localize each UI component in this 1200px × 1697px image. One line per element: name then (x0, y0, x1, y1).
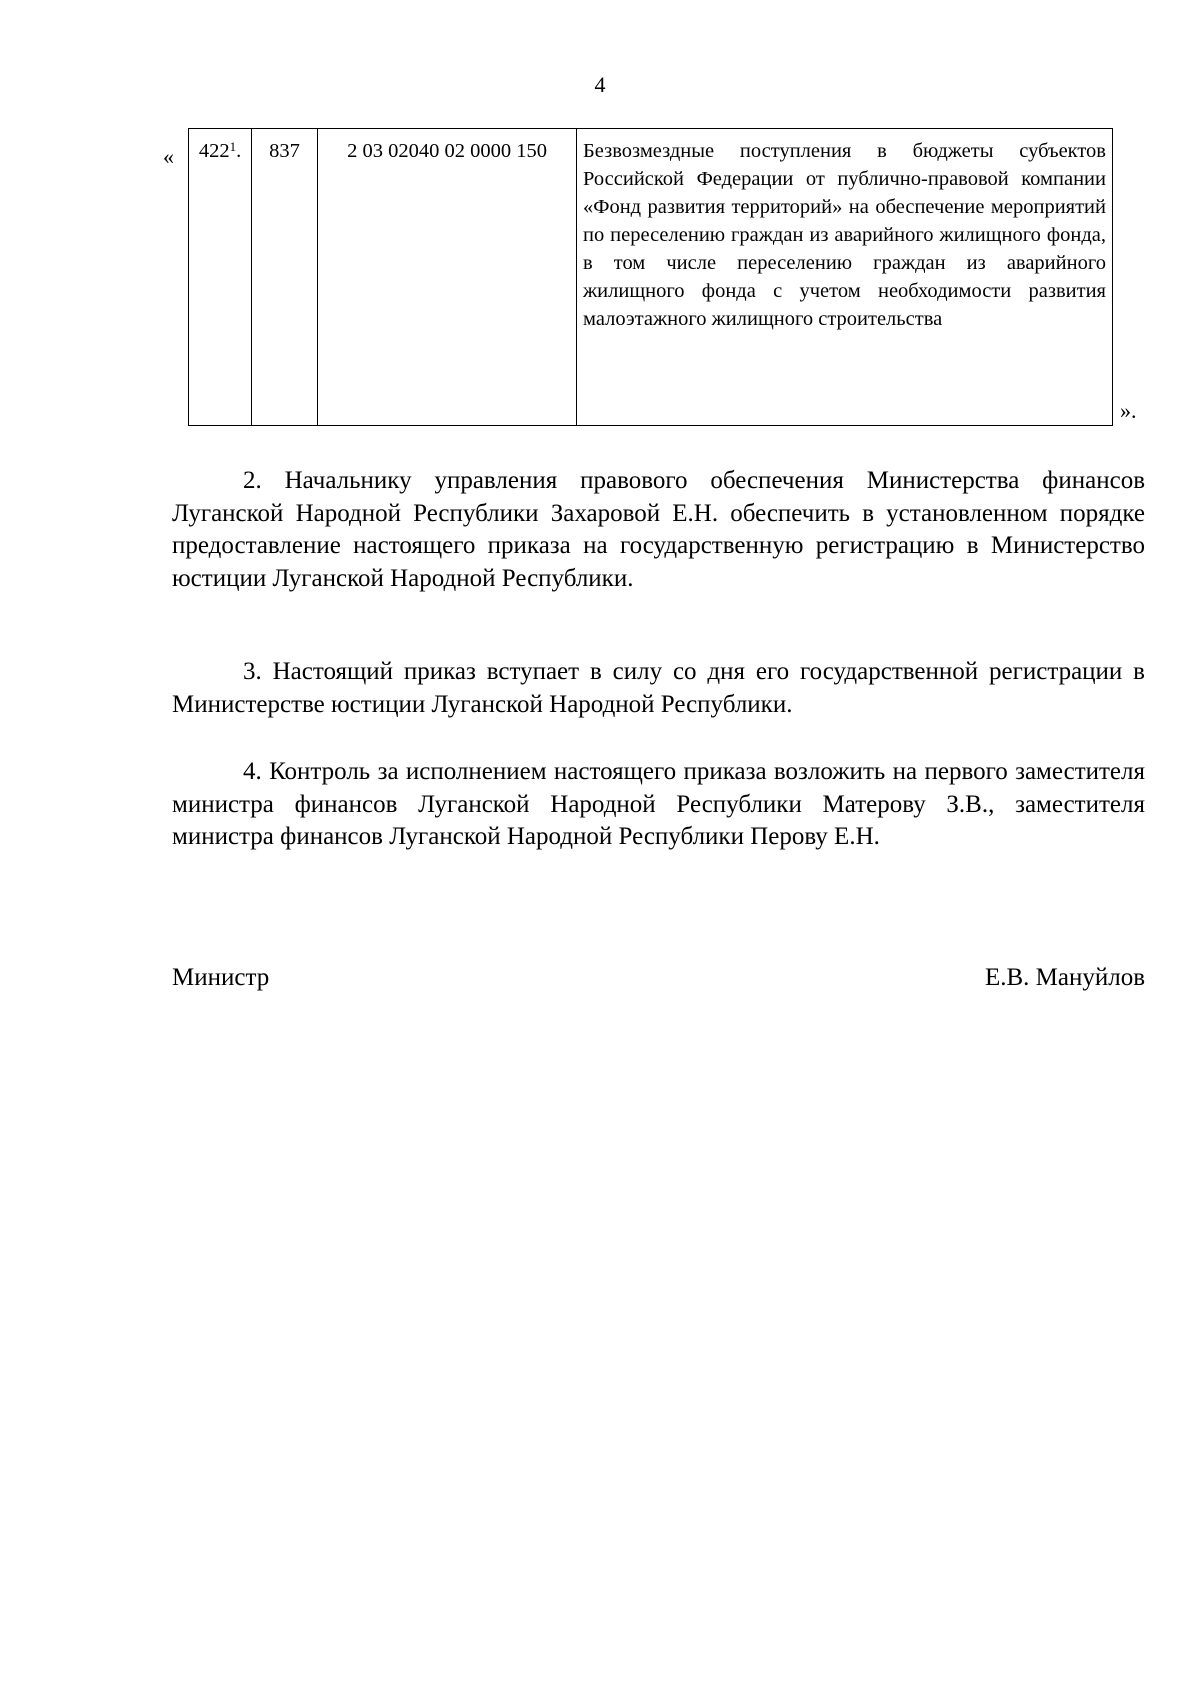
table-close-quote: ». (1120, 398, 1137, 423)
paragraph-2: 2. Начальнику управления правового обеспечения Министерства финансов Луганской Народной Республики Захаровой Е.Н. обеспечить в установленном порядке предоставление настоящего приказа на государственную регистрацию в Министерство юстиции Луганской Народной Республики. (172, 467, 1145, 592)
row-number-suffix: . (236, 140, 242, 162)
row-number-superscript: 1 (229, 139, 237, 154)
signer-name: Е.В. Мануйлов (984, 964, 1145, 991)
row-number-cell (189, 129, 252, 426)
paragraph-4: 4. Контроль за исполнением настоящего приказа возложить на первого заместителя министра финансов Луганской Народной Республики Матерову З.В., заместителя министра финансов Луганской Народной Республики Перову Е.Н. (172, 758, 1145, 850)
row-number: 422 (198, 140, 230, 162)
description-cell: Безвозмездные поступления в бюджеты субъектов Российской Федерации от публично-правовой компании «Фонд развития территорий» на обеспечение мероприятий по переселению граждан из аварийного жилищного фонда, в том числе переселению граждан из аварийного жилищного фонда с учетом необходимости развития малоэтажного жилищного строительства (577, 129, 1113, 426)
admin-code-cell: 837 (252, 129, 318, 426)
page-number: 4 (594, 72, 606, 97)
income-code-cell: 2 03 02040 02 0000 150 (318, 129, 577, 426)
income-code-table (188, 128, 1113, 426)
paragraph-3: 3. Настоящий приказ вступает в силу со дня его государственной регистрации в Министерстве юстиции Луганской Народной Республики. (172, 658, 1145, 718)
table-open-quote: « (163, 144, 174, 169)
table-row (189, 129, 1113, 426)
signer-position: Министр (172, 964, 270, 991)
